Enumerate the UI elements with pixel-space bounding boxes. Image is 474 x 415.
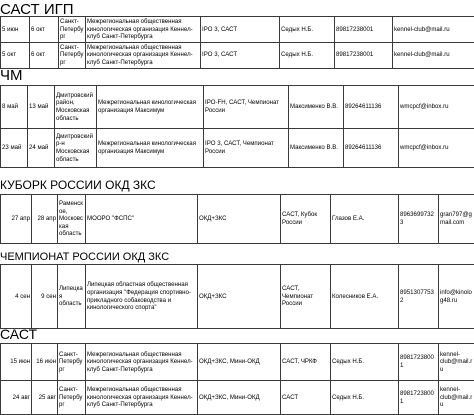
email-cell[interactable]: info@kinolog48.ru — [439, 265, 474, 329]
location-cell: Санкт-Петербург — [58, 344, 86, 381]
status-cell: САСТ — [281, 381, 331, 415]
contact-person-cell: Максименко В.В. — [289, 129, 344, 168]
location-cell: Санкт-Петербург — [59, 42, 86, 68]
email-cell[interactable]: kennel-club@mail.ru — [439, 381, 474, 415]
discipline-cell: IPO 3, САСТ — [201, 42, 280, 68]
organizer-cell: Межрегиональная кинологическая организация Максимум — [97, 86, 204, 129]
date-start-cell: 8 май — [1, 86, 28, 129]
organizer-cell: Межрегиональная кинологическая организация Максимум — [97, 129, 204, 168]
contact-person-cell: Седых Н.Б. — [280, 17, 335, 43]
date-start-cell: 24 авг — [1, 381, 32, 415]
organizer-cell: Межрегиональная общественная кинологическая организация Кеннел-клуб Санкт-Петербурга — [86, 17, 201, 43]
date-start-cell: 23 май — [1, 129, 28, 168]
phone-cell: 89817238001 — [399, 344, 439, 381]
discipline-cell: ОКД+ЗКС, Мини-ОКД — [198, 344, 281, 381]
phone-cell: 89264611136 — [344, 86, 399, 129]
location-cell: Санкт-Петербург — [58, 381, 86, 415]
location-cell: Санкт-Петербург — [59, 17, 86, 43]
events-table-cup — [0, 194, 474, 244]
events-table-chm — [0, 85, 474, 168]
section-title-sast-igp: САСТ ИГП — [0, 1, 74, 18]
table-row — [1, 42, 474, 68]
table-row — [1, 129, 474, 168]
date-start-cell: 5 июн — [1, 17, 30, 43]
date-start-cell: 4 сен — [1, 265, 32, 329]
organizer-cell: Липецкая областная общественная организация "Федерация спортивно-прикладного собаководства и кинологического спорта" — [86, 265, 198, 329]
table-row — [1, 381, 474, 415]
location-cell: Дмитровский р-н Московская область — [55, 129, 97, 168]
table-row — [1, 344, 474, 381]
email-cell[interactable]: wmcpcf@inbox.ru — [399, 129, 474, 168]
contact-person-cell: Максименко В.В. — [289, 86, 344, 129]
location-cell: Раменское, Московская область — [58, 195, 86, 244]
organizer-cell: Межрегиональная общественная кинологическая организация Кеннел-клуб Санкт-Петербурга — [86, 42, 201, 68]
date-end-cell: 6 окт — [30, 42, 59, 68]
date-end-cell: 6 окт — [30, 17, 59, 43]
discipline-cell: ОКД+ЗКС, Мини-ОКД — [198, 381, 281, 415]
date-start-cell: 27 апр — [1, 195, 32, 244]
contact-person-cell: Седых Н.Б. — [280, 42, 335, 68]
location-cell: Дмитровский район, Московская область — [55, 86, 97, 129]
organizer-cell: МООРО "ФСПС" — [86, 195, 198, 244]
email-cell[interactable]: gran797@gmail.com — [439, 195, 474, 244]
status-cell: САСТ, Кубок России — [281, 195, 331, 244]
contact-person-cell: Седых Н.Б. — [331, 344, 399, 381]
section-title-sast: САСТ — [0, 326, 38, 342]
table-row — [1, 265, 474, 329]
email-cell[interactable]: kennel-club@mail.ru — [393, 42, 474, 68]
phone-cell: 89513077532 — [399, 265, 439, 329]
section-title-chm: ЧМ — [0, 67, 23, 84]
discipline-cell: IPO-FH, САСТ, Чемпионат России — [204, 86, 289, 129]
phone-cell: 89817238001 — [335, 42, 393, 68]
phone-cell: 89817238001 — [399, 381, 439, 415]
section-title-championship: ЧЕМПИОНАТ РОССИИ ОКД ЗКС — [0, 251, 170, 263]
events-table-sast-igp — [0, 16, 474, 69]
events-table-championship — [0, 264, 474, 329]
section-title-cup-okd-zks: КУБОРК РОССИИ ОКД ЗКС — [0, 178, 156, 192]
location-cell: Липецкая область — [58, 265, 86, 329]
date-start-cell: 5 окт — [1, 42, 30, 68]
phone-cell: 89817238001 — [335, 17, 393, 43]
date-end-cell: 28 апр — [32, 195, 58, 244]
contact-person-cell: Глазов Е.А. — [331, 195, 399, 244]
phone-cell: 89636997323 — [399, 195, 439, 244]
email-cell[interactable]: kennel-club@mail.ru — [393, 17, 474, 43]
contact-person-cell: Колесников Е.А. — [331, 265, 399, 329]
date-end-cell: 9 сен — [32, 265, 58, 329]
discipline-cell: ОКД+ЗКС — [198, 195, 281, 244]
discipline-cell: ОКД+ЗКС — [198, 265, 281, 329]
contact-person-cell: Седых Н.Б. — [331, 381, 399, 415]
table-row — [1, 195, 474, 244]
date-end-cell: 25 авг — [32, 381, 58, 415]
status-cell: САСТ, Чемпионат России — [281, 265, 331, 329]
organizer-cell: Межрегиональная общественная кинологическая организация Кеннел-клуб Санкт-Петербурга — [86, 344, 198, 381]
organizer-cell: Межрегиональная общественная кинологическая организация Кеннел-клуб Санкт-Петербурга — [86, 381, 198, 415]
email-cell[interactable]: kennel-club@mail.ru — [439, 344, 474, 381]
status-cell: САСТ, ЧРКФ — [281, 344, 331, 381]
discipline-cell: IPO 3, САСТ, Чемпионат России — [204, 129, 289, 168]
date-start-cell: 15 июн — [1, 344, 32, 381]
events-table-sast — [0, 343, 474, 415]
email-cell[interactable]: wmcpcf@inbox.ru — [399, 86, 474, 129]
date-end-cell: 16 июн — [32, 344, 58, 381]
discipline-cell: IPO 3, САСТ — [201, 17, 280, 43]
phone-cell: 89264611136 — [344, 129, 399, 168]
date-end-cell: 24 май — [28, 129, 55, 168]
date-end-cell: 13 май — [28, 86, 55, 129]
table-row — [1, 17, 474, 43]
table-row — [1, 86, 474, 129]
